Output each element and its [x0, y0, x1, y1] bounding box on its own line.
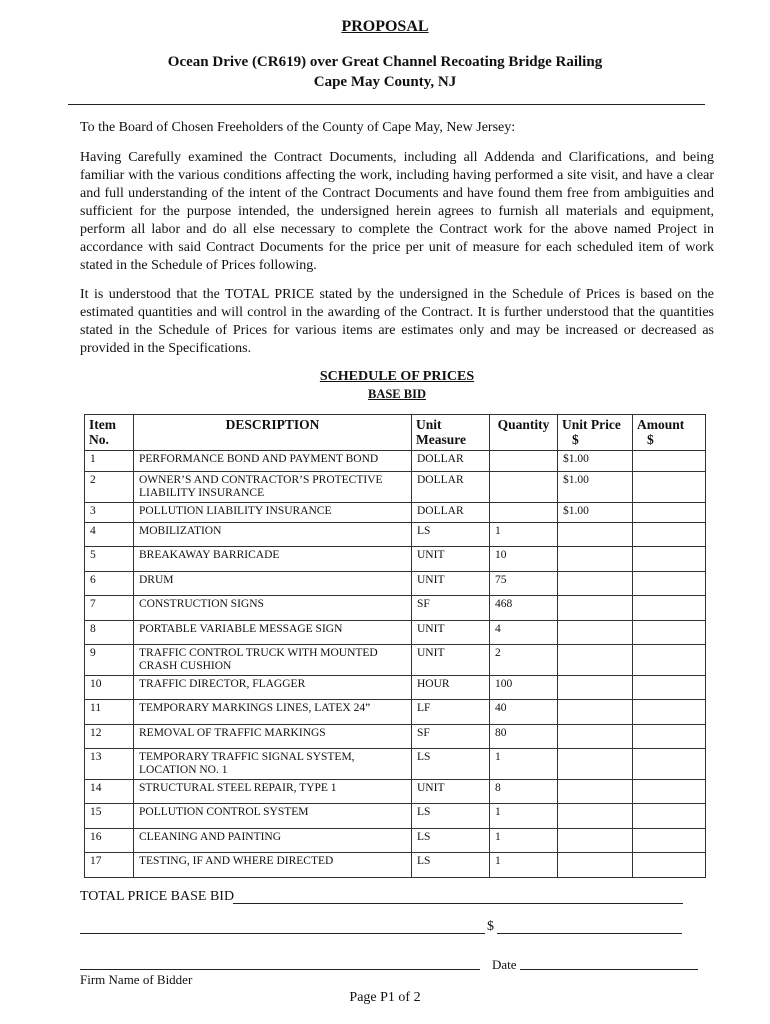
item-number-cell: 10	[85, 676, 134, 700]
unit-measure-cell: HOUR	[412, 676, 490, 700]
unit-measure-cell: UNIT	[412, 621, 490, 645]
unit-price-cell[interactable]	[558, 547, 633, 572]
table-row	[85, 853, 706, 878]
amount-cell[interactable]	[633, 804, 706, 829]
amount-cell[interactable]	[633, 572, 706, 596]
unit-measure-cell: SF	[412, 725, 490, 749]
unit-price-cell[interactable]	[558, 572, 633, 596]
table-header-row	[85, 415, 706, 451]
description-cell: TRAFFIC DIRECTOR, FLAGGER	[134, 676, 412, 700]
table-row	[85, 829, 706, 853]
total-price-label: TOTAL PRICE BASE BID	[80, 889, 235, 904]
header-unit-measure	[412, 415, 490, 451]
amount-cell[interactable]	[633, 547, 706, 572]
total-price-field[interactable]	[233, 903, 683, 904]
header-amount-symbol: $	[647, 432, 654, 447]
unit-price-cell[interactable]	[558, 829, 633, 853]
header-item	[85, 415, 134, 451]
amount-cell[interactable]	[633, 503, 706, 523]
table-row	[85, 547, 706, 572]
unit-measure-cell: UNIT	[412, 645, 490, 676]
date-field[interactable]	[520, 969, 698, 970]
unit-measure-cell: LS	[412, 749, 490, 780]
unit-price-cell[interactable]: $1.00	[558, 451, 633, 472]
unit-price-cell[interactable]	[558, 725, 633, 749]
item-number-cell: 15	[85, 804, 134, 829]
quantity-cell: 40	[490, 700, 558, 725]
description-cell: PORTABLE VARIABLE MESSAGE SIGN	[134, 621, 412, 645]
quantity-cell: 2	[490, 645, 558, 676]
header-measure-label: Measure	[416, 432, 466, 447]
header-item-no-label: No.	[89, 432, 109, 447]
item-number-cell: 11	[85, 700, 134, 725]
unit-measure-cell: DOLLAR	[412, 451, 490, 472]
paragraph-total-price: It is understood that the TOTAL PRICE stated by the undersigned in the Schedule of Prices is based on the estimated quantities and will control in the awarding of the Contract. It is further understood that the quantities stated in the Schedule of Prices for various items are estimates only and may be increased or decreased as provided in the Specifications.	[80, 287, 714, 356]
unit-price-cell[interactable]	[558, 621, 633, 645]
table-row	[85, 621, 706, 645]
table-row	[85, 503, 706, 523]
quantity-cell: 8	[490, 780, 558, 804]
quantity-cell: 1	[490, 523, 558, 547]
item-number-cell: 3	[85, 503, 134, 523]
amount-cell[interactable]	[633, 596, 706, 621]
page-number: Page P1 of 2	[349, 990, 421, 1005]
item-number-cell: 9	[85, 645, 134, 676]
amount-cell[interactable]	[633, 451, 706, 472]
description-cell: OWNER’S AND CONTRACTOR’S PROTECTIVE LIABILITY INSURANCE	[134, 472, 412, 503]
unit-price-cell[interactable]	[558, 523, 633, 547]
table-row	[85, 645, 706, 676]
amount-cell[interactable]	[633, 780, 706, 804]
project-title: Ocean Drive (CR619) over Great Channel Recoating Bridge Railing	[167, 54, 603, 70]
quantity-cell	[490, 503, 558, 523]
table-row	[85, 749, 706, 780]
amount-cell[interactable]	[633, 472, 706, 503]
item-number-cell: 4	[85, 523, 134, 547]
table-row	[85, 700, 706, 725]
amount-cell[interactable]	[633, 749, 706, 780]
total-dollar-sign: $	[487, 919, 494, 934]
unit-measure-cell: DOLLAR	[412, 472, 490, 503]
firm-name-field[interactable]	[80, 969, 480, 970]
item-number-cell: 14	[85, 780, 134, 804]
header-unit-price-symbol: $	[572, 432, 579, 447]
header-unit-label: Unit	[416, 417, 442, 432]
amount-cell[interactable]	[633, 700, 706, 725]
amount-cell[interactable]	[633, 853, 706, 878]
unit-price-cell[interactable]: $1.00	[558, 503, 633, 523]
header-item-label: Item	[89, 417, 116, 432]
total-amount-field[interactable]	[497, 933, 682, 934]
quantity-cell: 80	[490, 725, 558, 749]
unit-price-cell[interactable]	[558, 700, 633, 725]
item-number-cell: 8	[85, 621, 134, 645]
description-cell: CLEANING AND PAINTING	[134, 829, 412, 853]
unit-measure-cell: LS	[412, 829, 490, 853]
item-number-cell: 17	[85, 853, 134, 878]
description-cell: STRUCTURAL STEEL REPAIR, TYPE 1	[134, 780, 412, 804]
unit-price-cell[interactable]	[558, 676, 633, 700]
unit-price-cell[interactable]	[558, 596, 633, 621]
header-divider	[68, 104, 705, 105]
item-number-cell: 6	[85, 572, 134, 596]
item-number-cell: 16	[85, 829, 134, 853]
unit-measure-cell: UNIT	[412, 547, 490, 572]
table-row	[85, 523, 706, 547]
table-row	[85, 804, 706, 829]
table-row	[85, 451, 706, 472]
quantity-cell: 1	[490, 829, 558, 853]
unit-price-cell[interactable]: $1.00	[558, 472, 633, 503]
item-number-cell: 13	[85, 749, 134, 780]
unit-price-cell[interactable]	[558, 853, 633, 878]
amount-cell[interactable]	[633, 621, 706, 645]
amount-cell[interactable]	[633, 645, 706, 676]
date-label: Date	[492, 957, 517, 972]
unit-measure-cell: SF	[412, 596, 490, 621]
item-number-cell: 5	[85, 547, 134, 572]
description-cell: TESTING, IF AND WHERE DIRECTED	[134, 853, 412, 878]
unit-measure-cell: LS	[412, 804, 490, 829]
quantity-cell: 75	[490, 572, 558, 596]
quantity-cell: 1	[490, 853, 558, 878]
unit-measure-cell: DOLLAR	[412, 503, 490, 523]
description-cell: BREAKAWAY BARRICADE	[134, 547, 412, 572]
quantity-cell: 4	[490, 621, 558, 645]
description-cell: PERFORMANCE BOND AND PAYMENT BOND	[134, 451, 412, 472]
table-row	[85, 725, 706, 749]
table-row	[85, 472, 706, 503]
amount-cell[interactable]	[633, 523, 706, 547]
header-amount	[633, 415, 706, 451]
header-description: DESCRIPTION	[134, 415, 412, 451]
unit-price-cell[interactable]	[558, 780, 633, 804]
schedule-title: SCHEDULE OF PRICES	[319, 369, 475, 384]
quantity-cell: 100	[490, 676, 558, 700]
unit-measure-cell: LS	[412, 853, 490, 878]
unit-price-cell[interactable]	[558, 804, 633, 829]
description-cell: TEMPORARY MARKINGS LINES, LATEX 24”	[134, 700, 412, 725]
quantity-cell: 10	[490, 547, 558, 572]
page-title: PROPOSAL	[341, 18, 429, 35]
item-number-cell: 12	[85, 725, 134, 749]
quantity-cell: 1	[490, 749, 558, 780]
header-amount-label: Amount	[637, 417, 685, 432]
table-row	[85, 676, 706, 700]
description-cell: POLLUTION CONTROL SYSTEM	[134, 804, 412, 829]
unit-price-cell[interactable]	[558, 645, 633, 676]
unit-measure-cell: UNIT	[412, 572, 490, 596]
header-quantity: Quantity	[490, 415, 558, 451]
unit-price-cell[interactable]	[558, 749, 633, 780]
table-row	[85, 596, 706, 621]
firm-name-label: Firm Name of Bidder	[80, 972, 193, 987]
amount-cell[interactable]	[633, 725, 706, 749]
schedule-subtitle: BASE BID	[367, 387, 426, 401]
quantity-cell	[490, 451, 558, 472]
amount-cell[interactable]	[633, 829, 706, 853]
description-cell: TRAFFIC CONTROL TRUCK WITH MOUNTED CRASH CUSHION	[134, 645, 412, 676]
description-cell: DRUM	[134, 572, 412, 596]
description-cell: CONSTRUCTION SIGNS	[134, 596, 412, 621]
description-cell: TEMPORARY TRAFFIC SIGNAL SYSTEM, LOCATION NO. 1	[134, 749, 412, 780]
schedule-table	[84, 414, 706, 878]
amount-cell[interactable]	[633, 676, 706, 700]
total-price-words-field[interactable]	[80, 933, 485, 934]
unit-measure-cell: UNIT	[412, 780, 490, 804]
header-unit-price-label: Unit Price	[562, 417, 621, 432]
county-title: Cape May County, NJ	[313, 74, 457, 90]
item-number-cell: 2	[85, 472, 134, 503]
quantity-cell: 1	[490, 804, 558, 829]
description-cell: REMOVAL OF TRAFFIC MARKINGS	[134, 725, 412, 749]
unit-measure-cell: LS	[412, 523, 490, 547]
item-number-cell: 1	[85, 451, 134, 472]
addressee-line: To the Board of Chosen Freeholders of the County of Cape May, New Jersey:	[80, 120, 516, 135]
header-unit-price	[558, 415, 633, 451]
description-cell: MOBILIZATION	[134, 523, 412, 547]
item-number-cell: 7	[85, 596, 134, 621]
table-row	[85, 780, 706, 804]
table-row	[85, 572, 706, 596]
paragraph-agreement: Having Carefully examined the Contract Documents, including all Addenda and Clarifications, and being familiar with the various conditions affecting the work, including having performed a site visit, and have a clear and full understanding of the intent of the Contract Documents and have found them free from ambiguities and sufficient for the purpose intended, the undersigned herein agrees to furnish all materials and equipment, perform all labor and do all else necessary to complete the Contract work for the above named Project in accordance with said Contract Documents for the price per unit of measure for each scheduled item of work stated in the Schedule of Prices following.	[80, 150, 714, 273]
description-cell: POLLUTION LIABILITY INSURANCE	[134, 503, 412, 523]
unit-measure-cell: LF	[412, 700, 490, 725]
quantity-cell	[490, 472, 558, 503]
quantity-cell: 468	[490, 596, 558, 621]
